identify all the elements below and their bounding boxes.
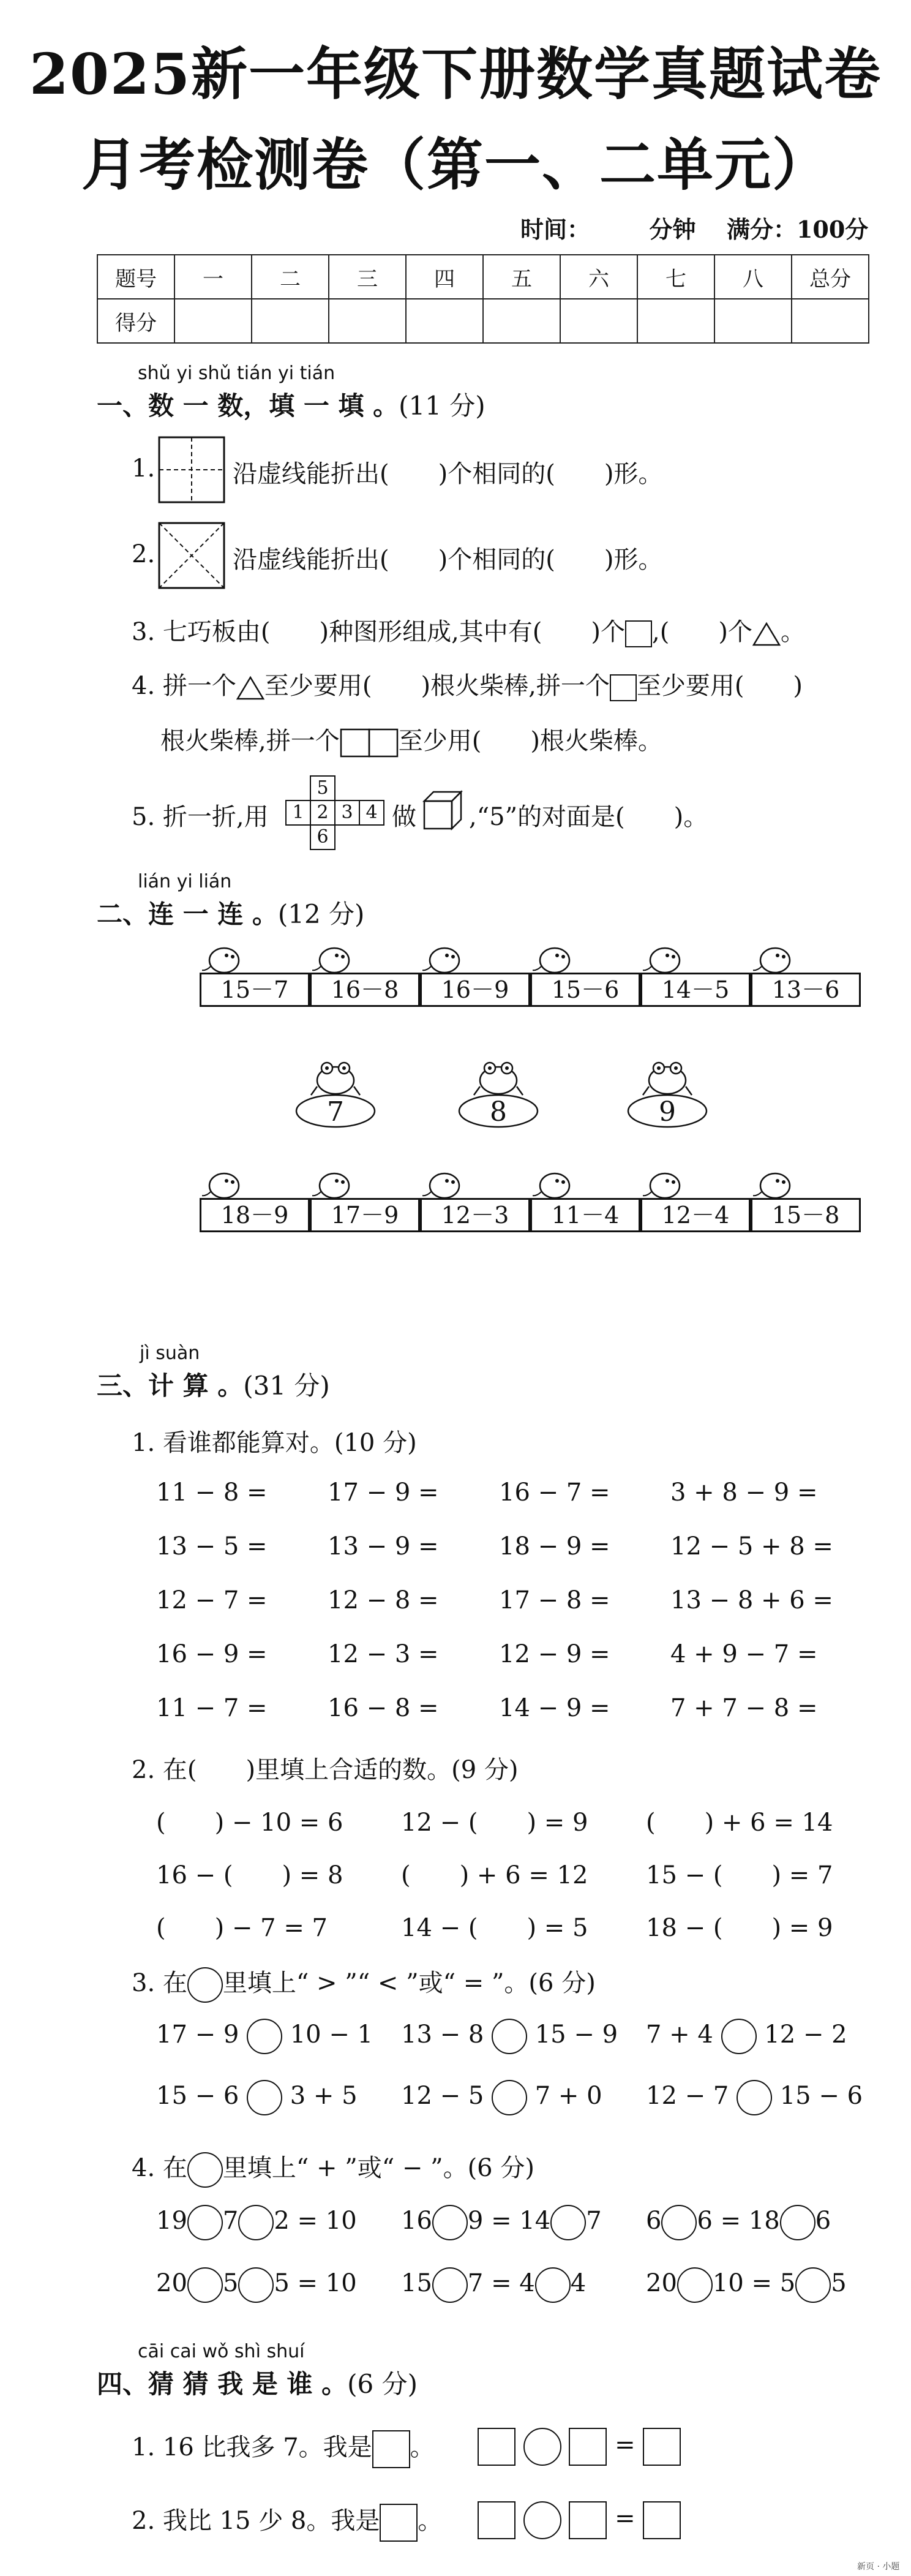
score-label: 满分：100分: [726, 216, 869, 243]
score-cell: 八: [714, 255, 792, 299]
answer-box[interactable]: [372, 2430, 410, 2468]
section4-pinyin: cāi cai wǒ shì shuí: [138, 2341, 305, 2362]
section3-heading: [97, 1366, 330, 1403]
triangle-icon: [752, 622, 781, 646]
s1-q2-num: 2.: [132, 540, 156, 568]
compare-item: [401, 2019, 618, 2054]
answer-circle[interactable]: [780, 2205, 815, 2240]
answer-box[interactable]: [478, 2501, 515, 2539]
frog-number: 7: [327, 1096, 344, 1128]
compare-item: [401, 2080, 602, 2115]
exam-meta: [520, 211, 868, 244]
operator-item: [401, 2267, 586, 2303]
calc-item: 13 − 5 =: [156, 1532, 268, 1561]
section1-pinyin: shǔ yi shǔ tián yi tián: [138, 363, 336, 384]
subtraction-card: 15－7: [200, 973, 310, 1007]
calc-item: 16 − 8 =: [328, 1694, 439, 1722]
frog-7[interactable]: [293, 1050, 378, 1129]
section4-title: 四、猜 猜 我 是 谁 。: [97, 2369, 348, 2399]
s3-sub3-title: [132, 1964, 596, 2003]
calc-item: 16 − 7 =: [499, 1478, 610, 1507]
subtraction-card: 12－4: [640, 1198, 751, 1232]
fill-item: ( ) + 6 = 14: [646, 1809, 833, 1837]
calc-item: 12 − 3 =: [328, 1640, 439, 1668]
operator-item: [156, 2267, 357, 2303]
compare-left: 17 − 9: [156, 2021, 239, 2049]
frog-9[interactable]: [624, 1050, 710, 1129]
answer-circle[interactable]: [187, 2267, 223, 2303]
answer-circle[interactable]: [795, 2267, 831, 2303]
answer-circle[interactable]: [238, 2267, 274, 2303]
calc-item: 13 − 9 =: [328, 1532, 439, 1561]
answer-circle[interactable]: [535, 2267, 571, 2303]
s3-sub3-title-part2: 里填上“ > ”“ < ”或“ = ”。(6 分): [222, 1969, 596, 1997]
operand: 7: [222, 2207, 239, 2235]
answer-circle[interactable]: [247, 2019, 282, 2054]
s1-q4-part2: 至少要用( )根火柴棒,拼一个: [264, 672, 610, 700]
subtraction-card: 11－4: [530, 1198, 640, 1232]
score-cell: 一: [174, 255, 252, 299]
calc-item: 17 − 9 =: [328, 1478, 439, 1507]
score-input-cell[interactable]: [560, 299, 637, 343]
s4-q1: [132, 2428, 435, 2468]
answer-circle[interactable]: [187, 2205, 223, 2240]
answer-circle[interactable]: [523, 2428, 561, 2466]
calc-item: 11 − 8 =: [156, 1478, 268, 1507]
section3-title: 三、计 算 。: [97, 1371, 244, 1401]
answer-circle[interactable]: [677, 2267, 713, 2303]
calc-item: 17 − 8 =: [499, 1586, 610, 1614]
fill-item: 18 − ( ) = 9: [646, 1914, 833, 1942]
net-cell: 2: [310, 800, 336, 826]
fill-item: 16 − ( ) = 8: [156, 1861, 343, 1889]
operator-item: [646, 2205, 831, 2240]
answer-circle[interactable]: [523, 2501, 561, 2539]
square-icon: [610, 674, 637, 701]
triangle-icon: [236, 676, 264, 700]
section4-points: (6 分): [347, 2369, 418, 2399]
score-cell: 七: [637, 255, 714, 299]
s1-q1-square-figure: [158, 436, 225, 503]
operand: 5 = 10: [274, 2269, 357, 2297]
title-line-1: 2025新一年级下册数学真题试卷: [29, 41, 882, 107]
score-input-cell[interactable]: [792, 299, 869, 343]
section3-points: (31 分): [243, 1371, 330, 1401]
s3-sub1-title: 1. 看谁都能算对。(10 分): [132, 1429, 417, 1457]
page-footer: 新页 · 小题: [857, 2562, 900, 2572]
s3-sub3-title-part1: 3. 在: [132, 1969, 187, 1997]
score-input-cell[interactable]: [252, 299, 329, 343]
score-cell: 五: [483, 255, 560, 299]
compare-item: [646, 2080, 863, 2115]
score-table-header-row: [97, 255, 869, 299]
calc-item: 18 − 9 =: [499, 1532, 610, 1561]
s1-q3-part1: 3. 七巧板由( )种图形组成,其中有( )个: [132, 618, 626, 646]
subtraction-card: 18－9: [200, 1198, 310, 1232]
s1-q4-line1: [132, 666, 803, 701]
s1-q4-part3: 至少要用( ): [636, 672, 803, 700]
calc-item: 16 − 9 =: [156, 1640, 268, 1668]
section3-pinyin: jì suàn: [140, 1343, 200, 1364]
compare-left: 12 − 7: [646, 2082, 729, 2110]
operator-item: [401, 2205, 602, 2240]
fill-item: 12 − ( ) = 9: [401, 1809, 588, 1837]
equals-sign: =: [615, 2431, 635, 2459]
time-unit: 分钟: [649, 216, 696, 243]
score-input-cell[interactable]: [483, 299, 560, 343]
s4-q2-text: 2. 我比 15 少 8。我是: [132, 2507, 380, 2535]
operand: 6 = 18: [697, 2207, 780, 2235]
s1-q1-text: 沿虚线能折出( )个相同的( )形。: [233, 460, 663, 488]
answer-box[interactable]: [380, 2504, 418, 2542]
equals-sign: =: [615, 2504, 635, 2533]
s1-q4-line2-part1: 根火柴棒,拼一个: [160, 727, 340, 755]
s1-q4-line2: [160, 721, 662, 758]
fill-item: ( ) − 7 = 7: [156, 1914, 328, 1942]
operand: 7: [586, 2207, 602, 2235]
calc-item: 13 − 8 + 6 =: [670, 1586, 833, 1614]
calc-item: 12 − 7 =: [156, 1586, 268, 1614]
answer-circle[interactable]: [661, 2205, 697, 2240]
answer-box[interactable]: [643, 2428, 681, 2466]
operand: 15: [401, 2269, 432, 2297]
section1-heading: [97, 386, 485, 423]
compare-item: [646, 2019, 847, 2054]
net-cell: 6: [310, 824, 336, 850]
calc-item: 14 − 9 =: [499, 1694, 610, 1722]
compare-right: 12 − 2: [764, 2021, 847, 2049]
answer-circle[interactable]: [492, 2019, 527, 2054]
score-cell: 四: [406, 255, 483, 299]
cube-icon: [422, 790, 463, 830]
subtraction-card: 17－9: [310, 1198, 420, 1232]
compare-right: 7 + 0: [534, 2082, 602, 2110]
score-table-score-row: [97, 299, 869, 343]
section2-pinyin: lián yi lián: [138, 871, 232, 892]
s1-q1-num: 1.: [132, 454, 156, 483]
operand: 6: [646, 2207, 662, 2235]
frog-number: 8: [490, 1096, 507, 1128]
fill-item: 14 − ( ) = 5: [401, 1914, 588, 1942]
subtraction-card: 14－5: [640, 973, 751, 1007]
section2-title: 二、连 一 连 。: [97, 899, 278, 929]
answer-circle[interactable]: [492, 2080, 527, 2115]
compare-left: 13 − 8: [401, 2021, 484, 2049]
score-cell: 六: [560, 255, 637, 299]
answer-circle[interactable]: [238, 2205, 274, 2240]
answer-box[interactable]: [643, 2501, 681, 2539]
s1-q5-part1: 5. 折一折,用: [132, 803, 269, 831]
operand: 5: [831, 2269, 847, 2297]
circle-icon: [187, 1967, 223, 2003]
subtraction-card: 13－6: [751, 973, 861, 1007]
answer-circle[interactable]: [550, 2205, 586, 2240]
answer-box[interactable]: [569, 2428, 607, 2466]
compare-right: 10 − 1: [290, 2021, 373, 2049]
score-cell: 三: [329, 255, 406, 299]
section2-points: (12 分): [277, 899, 365, 929]
operand: 6: [815, 2207, 831, 2235]
subtraction-card: 12－3: [420, 1198, 530, 1232]
double-square-icon: [340, 728, 399, 758]
score-cell: 二: [252, 255, 329, 299]
s3-sub4-title-part1: 4. 在: [132, 2154, 187, 2182]
s3-sub4-title-part2: 里填上“ + ”或“ − ”。(6 分): [222, 2154, 534, 2182]
subtraction-card: 15－6: [530, 973, 640, 1007]
score-table: [97, 254, 869, 344]
score-input-cell[interactable]: [637, 299, 714, 343]
title-line-2: 月考检测卷（第一、二单元）: [81, 132, 830, 198]
calc-item: 4 + 9 − 7 =: [670, 1640, 818, 1668]
circle-icon: [187, 2152, 223, 2188]
operand: 9 = 14: [467, 2207, 551, 2235]
answer-circle[interactable]: [721, 2019, 757, 2054]
operand: 20: [646, 2269, 677, 2297]
compare-left: 7 + 4: [646, 2021, 713, 2049]
operand: 2 = 10: [274, 2207, 357, 2235]
operand: 20: [156, 2269, 187, 2297]
operand: 10 = 5: [712, 2269, 796, 2297]
calc-item: 3 + 8 − 9 =: [670, 1478, 818, 1507]
compare-right: 3 + 5: [290, 2082, 358, 2110]
s1-q4-line2-part2: 至少用( )根火柴棒。: [398, 727, 662, 755]
subtraction-card: 16－9: [420, 973, 530, 1007]
s1-q4-part1: 4. 拼一个: [132, 672, 236, 700]
compare-item: [156, 2080, 358, 2115]
compare-left: 12 − 5: [401, 2082, 484, 2110]
score-input-cell[interactable]: [329, 299, 406, 343]
net-cell: 3: [334, 800, 360, 826]
s3-sub2-title: 2. 在( )里填上合适的数。(9 分): [132, 1756, 519, 1784]
subtraction-card: 16－8: [310, 973, 420, 1007]
score-cell: 总分: [792, 255, 869, 299]
fill-item: ( ) − 10 = 6: [156, 1809, 343, 1837]
fill-item: ( ) + 6 = 12: [401, 1861, 588, 1889]
answer-circle[interactable]: [247, 2080, 282, 2115]
square-icon: [625, 620, 652, 647]
answer-box[interactable]: [478, 2428, 515, 2466]
answer-box[interactable]: [569, 2501, 607, 2539]
s1-q5-part3: ,“5”的对面是( )。: [469, 803, 708, 831]
score-cell: 题号: [97, 255, 174, 299]
s4-q2: [132, 2501, 442, 2542]
compare-item: [156, 2019, 373, 2054]
s3-sub4-title: [132, 2149, 534, 2188]
answer-circle[interactable]: [432, 2205, 468, 2240]
answer-circle[interactable]: [432, 2267, 468, 2303]
subtraction-card: 15－8: [751, 1198, 861, 1232]
score-input-cell[interactable]: [714, 299, 792, 343]
operand: 19: [156, 2207, 187, 2235]
net-cell: 5: [310, 775, 336, 801]
s1-q2-square-figure: [158, 522, 225, 589]
operator-item: [156, 2205, 357, 2240]
section1-points: (11 分): [399, 391, 485, 421]
compare-right: 15 − 9: [534, 2021, 618, 2049]
operand: 7 = 4: [467, 2269, 535, 2297]
calc-item: 12 − 9 =: [499, 1640, 610, 1668]
s1-q5-part2: 做: [392, 803, 416, 831]
operator-item: [646, 2267, 847, 2303]
net-cell: 4: [359, 800, 384, 826]
s1-q2-text: 沿虚线能折出( )个相同的( )形。: [233, 546, 663, 574]
section1-title: 一、数 一 数，填 一 填 。: [97, 391, 399, 421]
s1-q3: [132, 612, 805, 647]
s4-q1-equation: [478, 2428, 681, 2466]
calc-item: 11 − 7 =: [156, 1694, 268, 1722]
score-row-label: 得分: [97, 299, 174, 343]
section2-heading: [97, 894, 364, 931]
answer-circle[interactable]: [737, 2080, 772, 2115]
compare-right: 15 − 6: [779, 2082, 863, 2110]
frog-8[interactable]: [455, 1050, 541, 1129]
fill-item: 15 − ( ) = 7: [646, 1861, 833, 1889]
frog-number: 9: [659, 1096, 676, 1128]
s4-q2-equation: [478, 2501, 681, 2539]
s4-q1-end: 。: [410, 2433, 435, 2461]
operand: 16: [401, 2207, 432, 2235]
s1-q3-part3: 。: [780, 618, 805, 646]
fold-line: [159, 523, 224, 588]
s4-q2-end: 。: [418, 2507, 443, 2535]
s4-q1-text: 1. 16 比我多 7。我是: [132, 2433, 372, 2461]
time-label: 时间：: [520, 216, 591, 243]
score-input-cell[interactable]: [174, 299, 252, 343]
calc-item: 12 − 8 =: [328, 1586, 439, 1614]
net-cell: 1: [285, 800, 311, 826]
section4-heading: [97, 2364, 418, 2401]
calc-item: 7 + 7 − 8 =: [670, 1694, 818, 1722]
operand: 5: [222, 2269, 239, 2297]
calc-item: 12 − 5 + 8 =: [670, 1532, 833, 1561]
s1-q3-part2: ,( )个: [652, 618, 752, 646]
compare-left: 15 − 6: [156, 2082, 239, 2110]
operand: 4: [570, 2269, 587, 2297]
score-input-cell[interactable]: [406, 299, 483, 343]
